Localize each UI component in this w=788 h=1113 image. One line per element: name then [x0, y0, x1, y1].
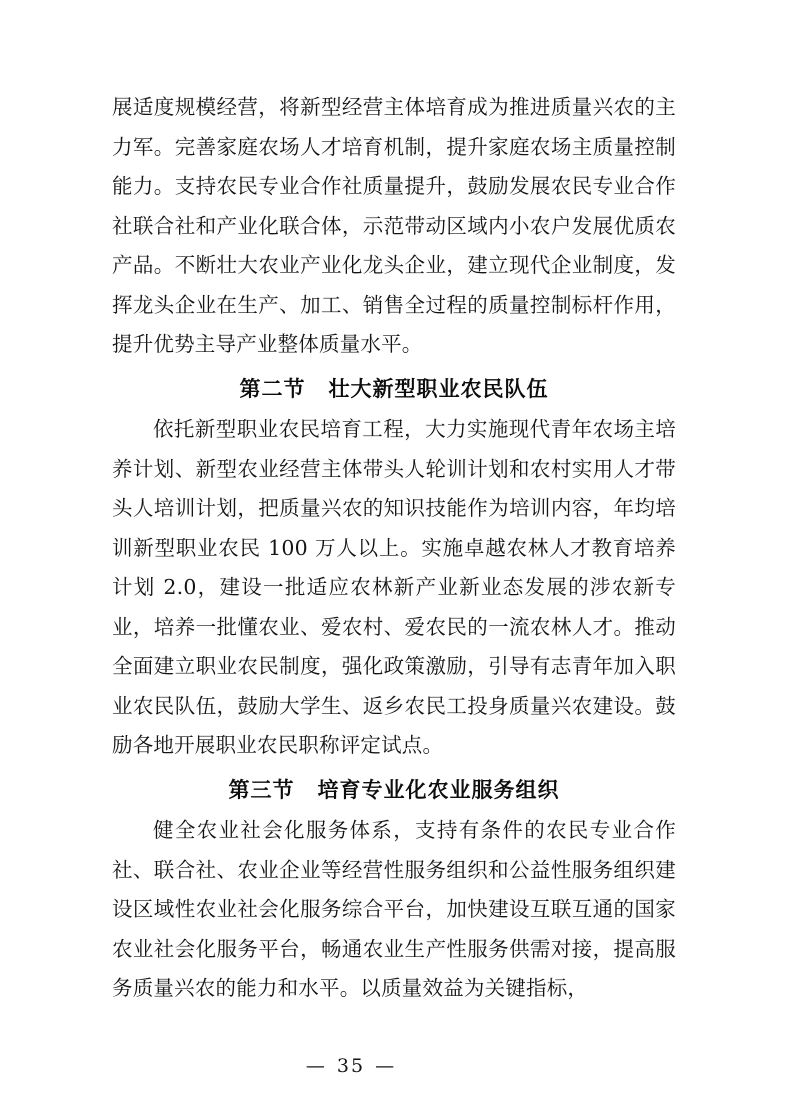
section-title-2: 壮大新型职业农民队伍	[328, 375, 549, 401]
section-number-3: 第三节	[228, 776, 295, 802]
paragraph-continued: 展适度规模经营，将新型经营主体培育成为推进质量兴农的主力军。完善家庭农场人才培育机制，提升家庭农场主质量控制能力。支持农民专业合作社质量提升，鼓励发展农民专业合作社联合社和产业化联合体，示范带动区域内小农户发展优质农产品。不断壮大农业产业化龙头企业，建立现代企业制度，发挥龙头企业在生产、加工、销售全过程的质量控制标杆作用，提升优势主导产业整体质量水平。	[112, 95, 676, 356]
section-number-2: 第二节	[239, 375, 306, 401]
page-number-dash-left: —	[305, 1055, 327, 1077]
page-number-dash-right: —	[375, 1055, 397, 1077]
page-number-value: 35	[336, 1055, 366, 1077]
paragraph-section-3-body: 健全农业社会化服务体系，支持有条件的农民专业合作社、联合社、农业企业等经营性服务组织和公益性服务组织建设区域性农业社会化服务综合平台，加快建设互联互通的国家农业社会化服务平台，畅通农业生产性服务供需对接，提高服务质量兴农的能力和水平。以质量效益为关键指标，	[112, 818, 676, 1000]
paragraph-section-2-body: 依托新型职业农民培育工程，大力实施现代青年农场主培养计划、新型农业经营主体带头人轮训计划和农村实用人才带头人培训计划，把质量兴农的知识技能作为培训内容，年均培训新型职业农民 100 万人以上。实施卓越农林人才教育培养计划 2.0，建设一批适应农林新产业新业态发展的涉农新专业，培养一批懂农业、爱农村、爱农民的一流农林人才。推动全面建立职业农民制度，强化政策激励，引导有志青年加入职业农民队伍，鼓励大学生、返乡农民工投身质量兴农建设。鼓励各地开展职业农民职称评定试点。	[112, 417, 676, 757]
section-title-3: 培育专业化农业服务组织	[317, 776, 560, 802]
section-heading-3	[112, 770, 676, 810]
section-heading-2	[112, 369, 676, 409]
page-number	[0, 1055, 788, 1077]
